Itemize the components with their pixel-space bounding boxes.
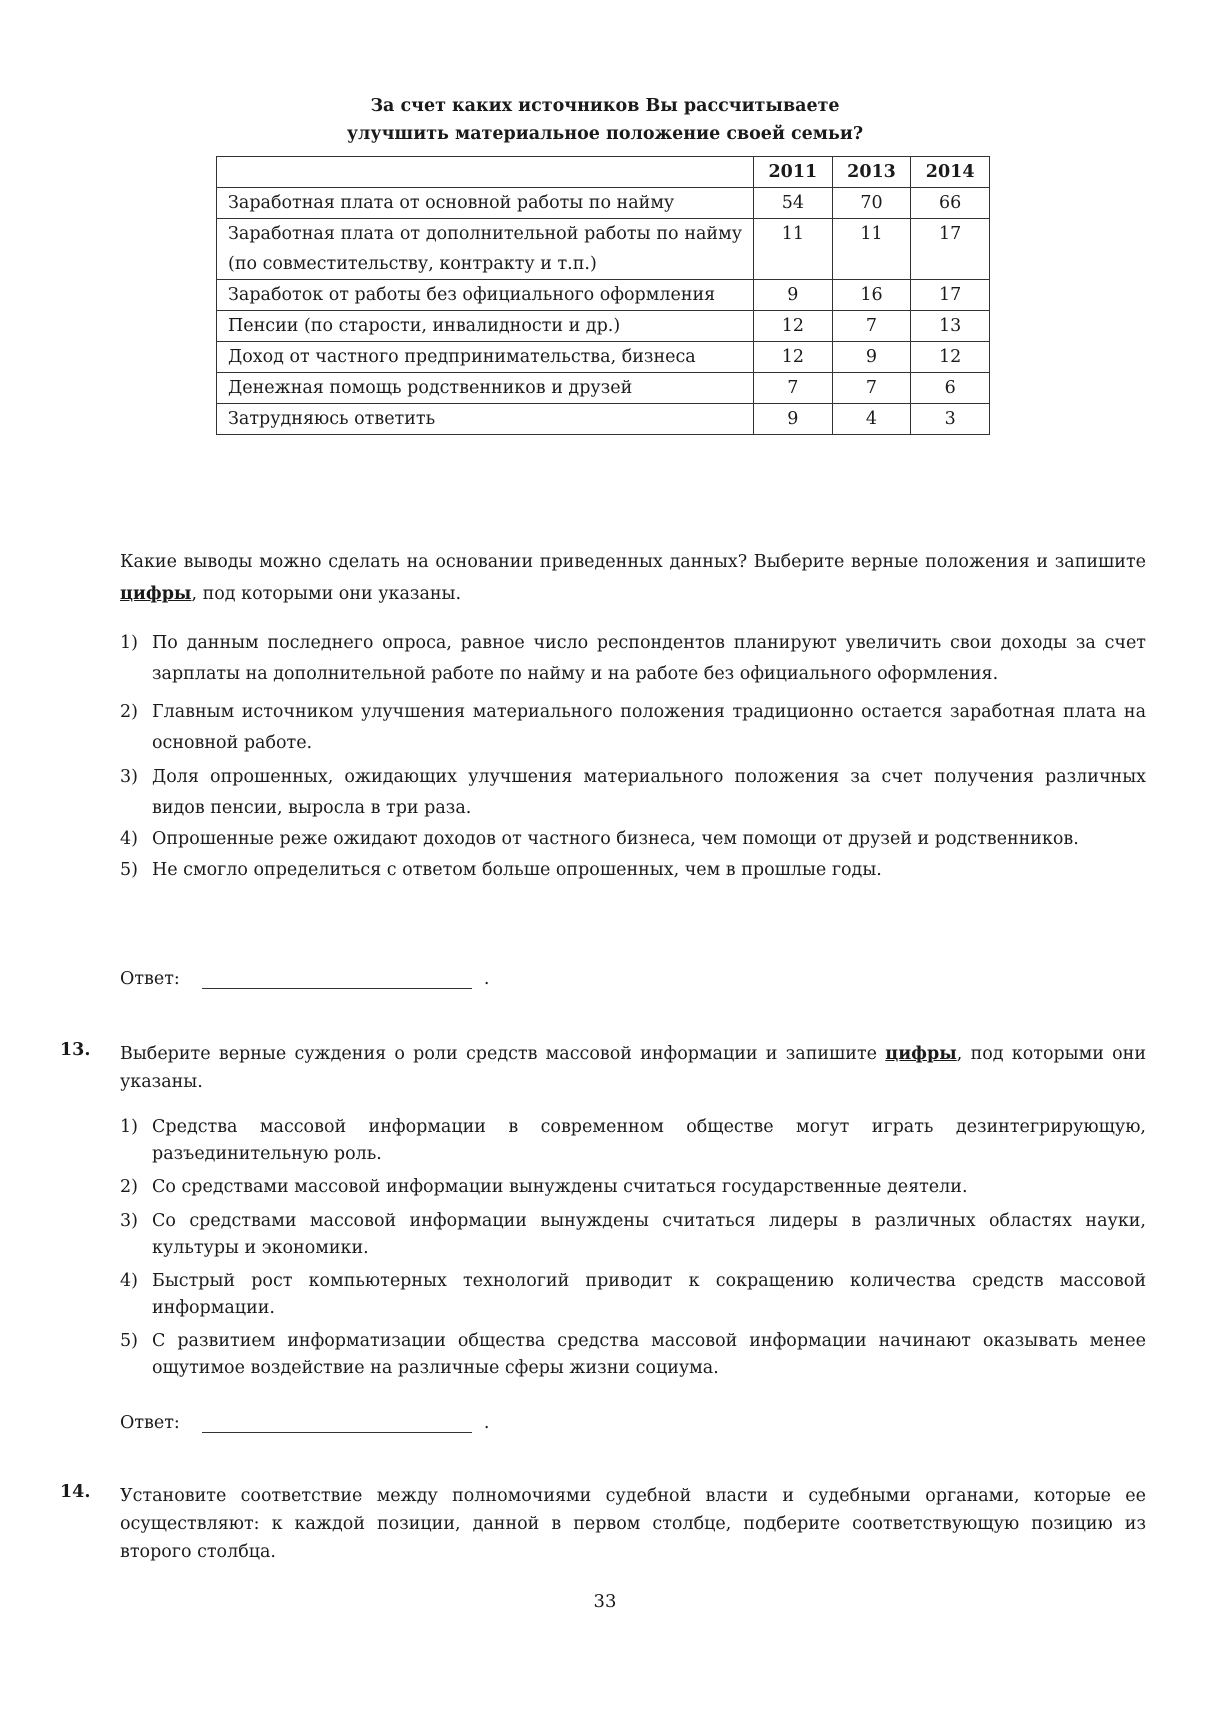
row-value: 66: [911, 188, 990, 219]
list-item: [120, 855, 1146, 886]
row-value: 17: [911, 280, 990, 311]
table-header-year: 2011: [754, 157, 833, 188]
answer-dot: .: [483, 969, 490, 989]
option-number: 4): [120, 829, 138, 849]
q14-text: Установите соответствие между полномочиями судебной власти и судебными органами, которые ее осуществляют: к каждой позиции, данной в первом столбце, подберите соответствующую позицию из второго столбца.: [120, 1486, 1146, 1562]
row-label: Заработная плата от основной работы по найму: [217, 188, 754, 219]
option-text: С развитием информатизации общества средства массовой информации начинают оказывать менее ощутимое воздействие на различные сферы жизни социума.: [152, 1331, 1146, 1378]
row-value: 13: [911, 311, 990, 342]
option-number: 2): [120, 1177, 138, 1197]
option-number: 5): [120, 860, 138, 880]
table-row: [217, 342, 990, 373]
q12-intro-text-end: , под которыми они указаны.: [191, 584, 462, 604]
option-number: 1): [120, 1117, 138, 1137]
row-label: Пенсии (по старости, инвалидности и др.): [217, 311, 754, 342]
list-item: [120, 1208, 1146, 1262]
q13-options: [120, 1114, 1146, 1382]
row-value: 3: [911, 404, 990, 435]
row-value: 6: [911, 373, 990, 404]
row-value: 7: [754, 373, 833, 404]
row-value: 4: [832, 404, 911, 435]
row-value: 12: [754, 311, 833, 342]
row-value: 9: [754, 280, 833, 311]
row-label: Заработная плата от дополнительной работы по найму (по совместительству, контракту и т.п.): [217, 219, 754, 280]
row-value: 17: [911, 219, 990, 280]
answer-dot: .: [483, 1413, 490, 1433]
survey-table: [216, 156, 990, 435]
option-text: Опрошенные реже ожидают доходов от частного бизнеса, чем помощи от друзей и родственников.: [152, 829, 1079, 849]
option-number: 1): [120, 633, 138, 653]
option-number: 4): [120, 1271, 138, 1291]
q13-text: [120, 1040, 1146, 1096]
table-title: [250, 92, 960, 148]
option-text: Со средствами массовой информации вынуждены считаться государственные деятели.: [152, 1177, 968, 1197]
table-header-year: 2013: [832, 157, 911, 188]
table-row: [217, 219, 990, 280]
q13-text-start: Выберите верные суждения о роли средств массовой информации и запишите: [120, 1044, 886, 1064]
q12-intro-emphasis: цифры: [120, 584, 192, 604]
option-text: Быстрый рост компьютерных технологий приводит к сокращению количества средств массовой информации.: [152, 1271, 1146, 1318]
q12-options: [120, 628, 1146, 886]
q12-answer: [120, 968, 489, 989]
row-label: Затрудняюсь ответить: [217, 404, 754, 435]
page-number: 33: [593, 1591, 617, 1612]
answer-field[interactable]: [202, 968, 472, 989]
q12-intro-text: Какие выводы можно сделать на основании приведенных данных? Выберите верные положения и запишите: [120, 552, 1146, 572]
option-text: По данным последнего опроса, равное число респондентов планируют увеличить свои доходы за счет зарплаты на дополнительной работе по найму и на работе без официального оформления.: [152, 633, 1146, 684]
row-value: 7: [832, 373, 911, 404]
table-header-year: 2014: [911, 157, 990, 188]
row-value: 12: [911, 342, 990, 373]
q13-answer: [120, 1412, 489, 1433]
table-header-blank: [217, 157, 754, 188]
table-row: [217, 188, 990, 219]
row-value: 7: [832, 311, 911, 342]
list-item: [120, 762, 1146, 824]
q13-text-end: , под которыми они указаны.: [120, 1044, 1147, 1092]
row-label: Денежная помощь родственников и друзей: [217, 373, 754, 404]
table-title-line-1: За счет каких источников Вы рассчитываете: [370, 96, 840, 116]
table-row: [217, 311, 990, 342]
row-label: Доход от частного предпринимательства, бизнеса: [217, 342, 754, 373]
answer-field[interactable]: [202, 1412, 472, 1433]
table-row: [217, 280, 990, 311]
option-text: Со средствами массовой информации вынуждены считаться лидеры в различных областях науки, культуры и экономики.: [152, 1211, 1146, 1258]
q12-intro: [120, 546, 1146, 610]
option-number: 3): [120, 767, 138, 787]
row-value: 54: [754, 188, 833, 219]
list-item: [120, 697, 1146, 759]
row-label: Заработок от работы без официального оформления: [217, 280, 754, 311]
q13-text-emphasis: цифры: [885, 1044, 957, 1064]
row-value: 9: [754, 404, 833, 435]
row-value: 12: [754, 342, 833, 373]
option-number: 5): [120, 1331, 138, 1351]
list-item: [120, 1114, 1146, 1168]
option-text: Средства массовой информации в современном обществе могут играть дезинтегрирующую, разъединительную роль.: [152, 1117, 1146, 1164]
option-number: 3): [120, 1211, 138, 1231]
row-value: 11: [754, 219, 833, 280]
list-item: [120, 824, 1146, 855]
table-row: [217, 373, 990, 404]
list-item: [120, 1328, 1146, 1382]
list-item: [120, 1174, 1146, 1201]
row-value: 70: [832, 188, 911, 219]
list-item: [120, 1268, 1146, 1322]
row-value: 9: [832, 342, 911, 373]
option-text: Не смогло определиться с ответом больше опрошенных, чем в прошлые годы.: [152, 860, 882, 880]
answer-label: Ответ:: [120, 1413, 180, 1433]
q13-number: 13.: [60, 1040, 91, 1060]
option-text: Доля опрошенных, ожидающих улучшения материального положения за счет получения различных видов пенсии, выросла в три раза.: [152, 767, 1146, 818]
list-item: [120, 628, 1146, 690]
option-text: Главным источником улучшения материального положения традиционно остается заработная плата на основной работе.: [152, 702, 1146, 753]
option-number: 2): [120, 702, 138, 722]
answer-label: Ответ:: [120, 969, 180, 989]
q14-number: 14.: [60, 1482, 91, 1502]
table-header-row: [217, 157, 990, 188]
row-value: 16: [832, 280, 911, 311]
row-value: 11: [832, 219, 911, 280]
table-title-line-2: улучшить материальное положение своей семьи?: [346, 124, 864, 144]
table-row: [217, 404, 990, 435]
